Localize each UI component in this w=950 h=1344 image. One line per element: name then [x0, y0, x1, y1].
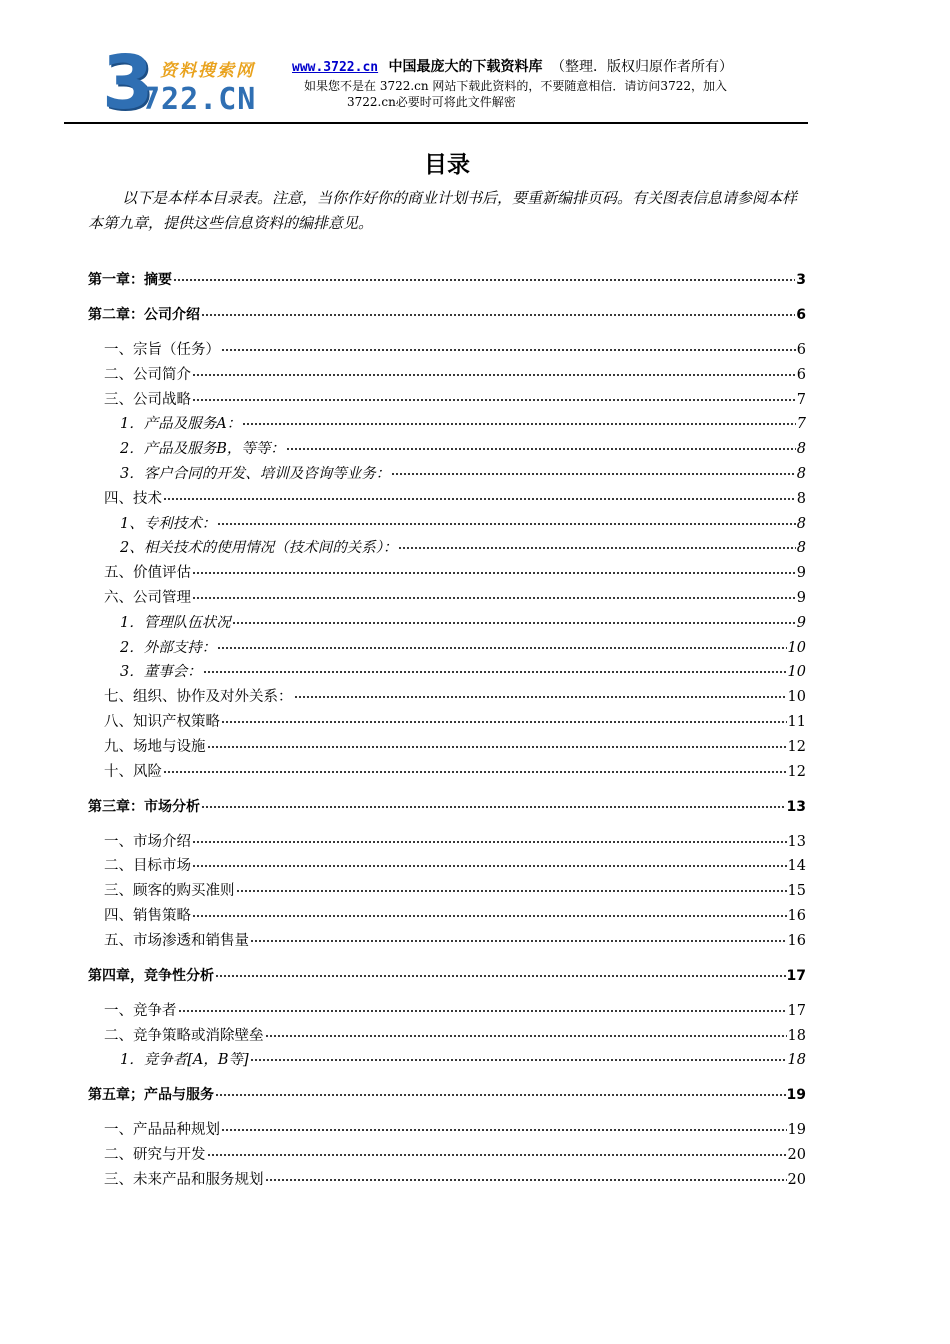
toc-dot-leader — [207, 742, 787, 752]
toc-section-entry[interactable] — [88, 1170, 806, 1190]
toc-dot-leader — [192, 593, 796, 603]
toc-entry-title: 四、销售策略 — [104, 908, 191, 924]
toc-dot-leader — [294, 692, 787, 702]
toc-page-number: 8 — [796, 490, 806, 507]
toc-dot-leader — [163, 494, 796, 504]
toc-dot-leader — [203, 667, 787, 677]
toc-page-number: 10 — [787, 639, 806, 656]
toc-section-entry[interactable] — [88, 340, 806, 360]
toc-dot-leader — [215, 1090, 786, 1100]
toc-dot-leader — [250, 1055, 787, 1065]
toc-entry-title: 六、公司管理 — [104, 590, 191, 606]
header-notice-line1: 如果您不是在 3722.cn 网站下载此资料的，不要随意相信．请访问3722，加入 — [304, 79, 727, 93]
toc-entry-title: 1、专利技术： — [120, 515, 217, 532]
toc-section-entry[interactable] — [88, 1001, 806, 1021]
header-divider — [64, 122, 808, 124]
toc-entry-title: 第三章：市场分析 — [88, 798, 200, 815]
toc-page-number: 16 — [787, 908, 806, 924]
toc-page-number: 3 — [796, 272, 806, 288]
toc-dot-leader — [221, 1125, 787, 1135]
toc-subsection-entry[interactable] — [88, 464, 806, 484]
toc-section-entry[interactable] — [88, 1120, 806, 1140]
site-link[interactable]: www.3722.cn — [292, 60, 379, 75]
toc-page-number: 14 — [787, 858, 806, 875]
toc-dot-leader — [398, 543, 795, 553]
toc-page-number: 13 — [787, 833, 806, 850]
toc-entry-title: 1．产品及服务A： — [120, 416, 242, 433]
toc-section-entry[interactable] — [88, 1026, 806, 1046]
toc-dot-leader — [173, 275, 795, 285]
toc-entry-title: 3．客户合同的开发、培训及咨询等业务： — [120, 466, 391, 482]
toc-subsection-entry[interactable] — [88, 613, 806, 633]
toc-page-number: 8 — [796, 540, 806, 557]
toc-dot-leader — [250, 936, 787, 946]
toc-dot-leader — [192, 837, 787, 847]
toc-dot-leader — [217, 519, 796, 529]
toc-dot-leader — [207, 1150, 787, 1160]
toc-entry-title: 十、风险 — [104, 763, 162, 780]
toc-page-number: 19 — [786, 1087, 806, 1104]
header-banner — [292, 56, 733, 76]
toc-subsection-entry[interactable] — [88, 514, 806, 534]
toc-page-number: 8 — [796, 515, 806, 532]
toc-entry-title: 五、价值评估 — [104, 565, 191, 582]
toc-page-number: 7 — [796, 391, 806, 408]
toc-dot-leader — [192, 911, 787, 921]
toc-page-number: 12 — [787, 738, 806, 755]
toc-page-number: 19 — [787, 1122, 806, 1139]
toc-entry-title: 第五章；产品与服务 — [88, 1087, 214, 1104]
toc-subsection-entry[interactable] — [88, 662, 806, 682]
toc-entry-title: 1．竞争者[A，B等] — [120, 1052, 249, 1069]
toc-page-number: 20 — [787, 1147, 806, 1164]
toc-section-entry[interactable] — [88, 906, 806, 926]
toc-entry-title: 1．管理队伍状况 — [120, 614, 231, 631]
toc-entry-title: 四、技术 — [104, 490, 162, 507]
toc-page-number: 9 — [796, 614, 806, 631]
toc-page-number: 7 — [796, 416, 806, 433]
toc-entry-title: 2．外部支持： — [120, 639, 217, 656]
toc-page-number: 17 — [787, 1002, 806, 1019]
toc-page-number: 6 — [796, 342, 806, 358]
toc-chapter-entry[interactable] — [88, 305, 806, 325]
intro-paragraph: 以下是本样本目录表。注意，当你作好你的商业计划书后，要重新编排页码。有关图表信息请参阅本样本第九章，提供这些信息资料的编排意见。 — [88, 189, 798, 232]
toc-section-entry[interactable] — [88, 563, 806, 583]
toc-chapter-entry[interactable] — [88, 270, 806, 290]
toc-page-number: 8 — [796, 441, 806, 458]
toc-dot-leader — [192, 370, 796, 380]
toc-entry-title: 二、目标市场 — [104, 858, 191, 875]
toc-dot-leader — [201, 802, 786, 812]
toc-entry-title: 第四章，竞争性分析 — [88, 967, 214, 984]
toc-page-number: 20 — [787, 1172, 806, 1188]
toc-entry-title: 一、宗旨（任务） — [104, 342, 220, 358]
toc-entry-title: 九、场地与设施 — [104, 738, 206, 755]
toc-entry-title: 2．产品及服务B，等等： — [120, 441, 285, 458]
toc-entry-title: 一、产品品种规划 — [104, 1122, 220, 1139]
toc-dot-leader — [221, 717, 787, 727]
toc-entry-title: 一、市场介绍 — [104, 833, 191, 850]
page-header — [64, 40, 808, 126]
toc-page-number: 9 — [796, 590, 806, 606]
toc-page-number: 11 — [787, 714, 806, 730]
toc-page-number: 15 — [787, 883, 806, 900]
toc-dot-leader — [163, 767, 787, 777]
logo-tagline: 资料搜索网 — [160, 61, 255, 81]
toc-subsection-entry[interactable] — [88, 638, 806, 658]
toc-page-number: 6 — [796, 366, 806, 383]
toc-section-entry[interactable] — [88, 588, 806, 608]
toc-chapter-entry[interactable] — [88, 966, 806, 986]
toc-section-entry[interactable] — [88, 832, 806, 852]
toc-page-number: 13 — [786, 798, 806, 815]
toc-subsection-entry[interactable] — [88, 414, 806, 434]
toc-page-number: 18 — [787, 1027, 806, 1044]
header-title: 中国最庞大的下载资料库 — [388, 59, 543, 75]
toc-entry-title: 三、未来产品和服务规划 — [104, 1172, 264, 1188]
toc-section-entry[interactable] — [88, 687, 806, 707]
toc-entry-title: 五、市场渗透和销售量 — [104, 932, 249, 949]
toc-subsection-entry[interactable] — [88, 1050, 806, 1070]
toc-section-entry[interactable] — [88, 489, 806, 509]
toc-section-entry[interactable] — [88, 390, 806, 410]
logo-digit: 3 — [102, 40, 152, 126]
toc-page-number: 9 — [796, 565, 806, 582]
toc-dot-leader — [265, 1031, 787, 1041]
toc-entry-title: 第一章：摘要 — [88, 272, 172, 288]
toc-dot-leader — [242, 419, 796, 429]
toc-dot-leader — [221, 345, 796, 355]
page-title: 目录 — [424, 152, 470, 178]
toc-chapter-entry[interactable] — [88, 797, 806, 817]
toc-entry-title: 2、相关技术的使用情况（技术间的关系）： — [120, 540, 398, 557]
toc-dot-leader — [232, 618, 796, 628]
toc-section-entry[interactable] — [88, 365, 806, 385]
toc-section-entry[interactable] — [88, 931, 806, 951]
toc-section-entry[interactable] — [88, 762, 806, 782]
toc-section-entry[interactable] — [88, 737, 806, 757]
toc-entry-title: 一、竞争者 — [104, 1002, 177, 1019]
toc-page-number: 18 — [787, 1052, 806, 1069]
header-notice-line2: 3722.cn必要时可将此文件解密 — [347, 95, 516, 109]
toc-section-entry[interactable] — [88, 712, 806, 732]
toc-section-entry[interactable] — [88, 1145, 806, 1165]
logo-domain: 722.CN — [142, 82, 257, 117]
toc-page-number: 12 — [787, 763, 806, 780]
toc-dot-leader — [178, 1006, 787, 1016]
toc-page-number: 17 — [786, 967, 806, 984]
toc-dot-leader — [192, 395, 796, 405]
toc-entry-title: 二、竞争策略或消除壁垒 — [104, 1027, 264, 1044]
toc-dot-leader — [286, 444, 796, 454]
toc-entry-title: 七、组织、协作及对外关系： — [104, 689, 293, 706]
toc-section-entry[interactable] — [88, 881, 806, 901]
toc-dot-leader — [201, 310, 795, 320]
toc-dot-leader — [215, 971, 786, 981]
toc-dot-leader — [192, 568, 796, 578]
toc-subsection-entry[interactable] — [88, 439, 806, 459]
toc-entry-title: 二、研究与开发 — [104, 1147, 206, 1164]
toc-page-number: 16 — [787, 932, 806, 949]
toc-entry-title: 3．董事会： — [120, 664, 202, 681]
toc-entry-title: 第二章：公司介绍 — [88, 307, 200, 323]
toc-entry-title: 三、顾客的购买准则 — [104, 883, 235, 900]
toc-chapter-entry[interactable] — [88, 1085, 806, 1105]
header-copyright-note: （整理．版权归原作者所有） — [551, 59, 733, 75]
toc-section-entry[interactable] — [88, 856, 806, 876]
toc-dot-leader — [236, 886, 787, 896]
toc-dot-leader — [265, 1175, 787, 1185]
toc-dot-leader — [217, 643, 786, 653]
toc-entry-title: 八、知识产权策略 — [104, 714, 220, 730]
site-logo[interactable] — [102, 40, 292, 126]
toc-dot-leader — [192, 861, 787, 871]
toc-entry-title: 二、公司简介 — [104, 366, 191, 383]
toc-page-number: 10 — [787, 689, 806, 706]
toc-entry-title: 三、公司战略 — [104, 391, 191, 408]
toc-page-number: 8 — [796, 466, 806, 482]
toc-page-number: 10 — [787, 664, 806, 681]
toc-subsection-entry[interactable] — [88, 538, 806, 558]
toc-dot-leader — [391, 469, 796, 479]
toc-page-number: 6 — [796, 307, 806, 323]
